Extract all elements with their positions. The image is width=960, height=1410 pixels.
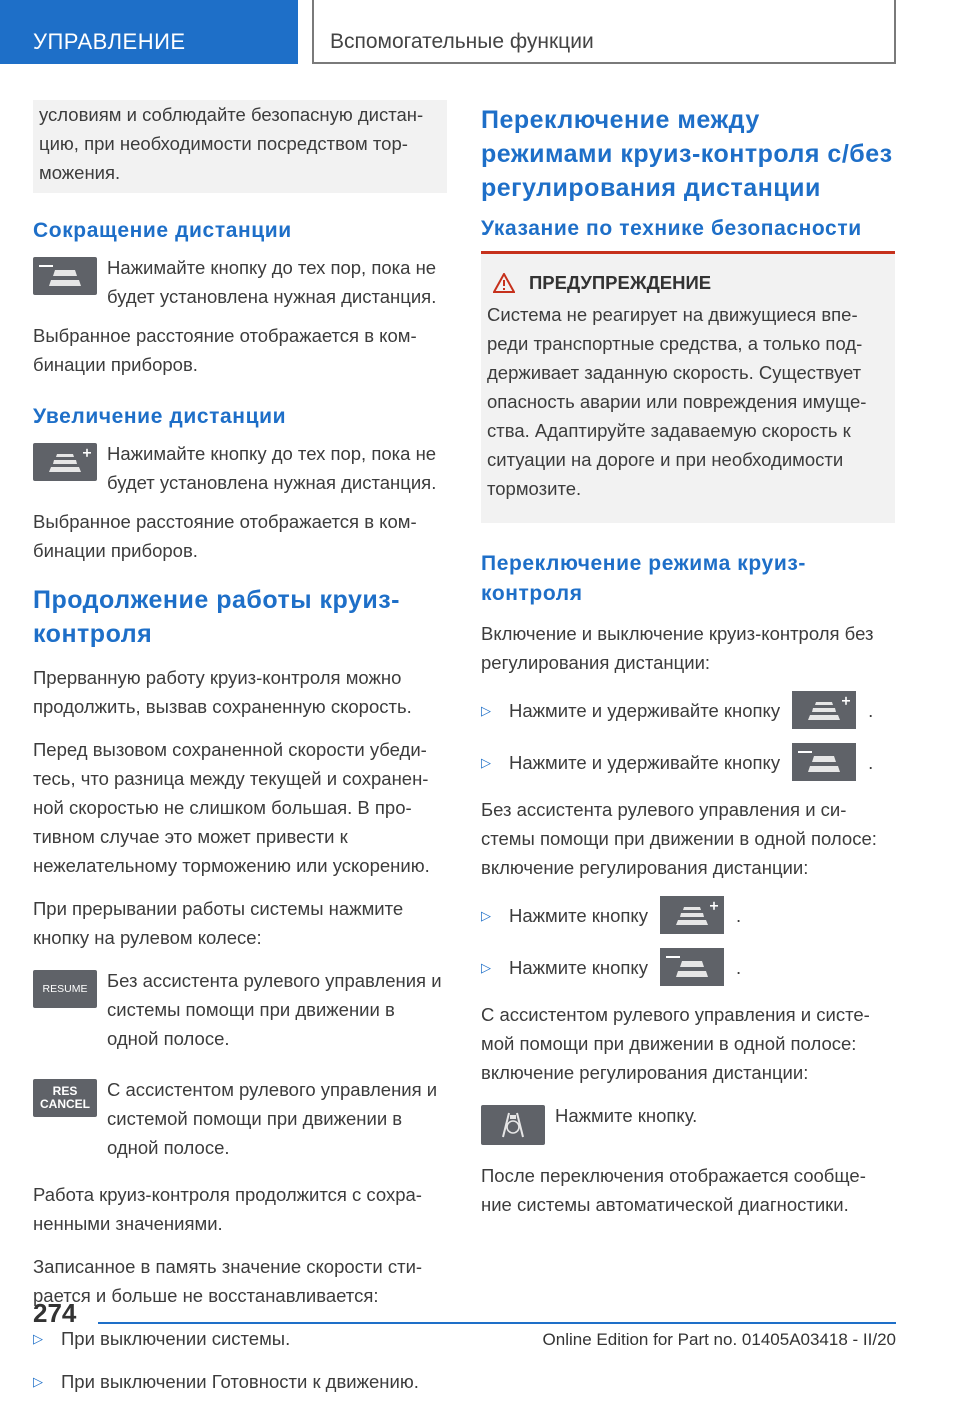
bullet-period: . xyxy=(868,751,874,773)
list-item xyxy=(33,1367,447,1396)
resume-para-3: При прерывании работы системы нажмите кнопку на рулевом колесе: xyxy=(33,898,404,948)
footer-divider xyxy=(98,1322,896,1324)
triangle-bullet-icon: ▷ xyxy=(481,702,491,718)
increase-distance-text: Нажимайте кнопку до тех пор, пока не будет установлена нужная дистанция. xyxy=(107,443,437,493)
bullet-period: . xyxy=(735,956,742,978)
without-assist-text: Без ассистента рулевого управления и си-стемы помощи при движении в одной полосе: включение регулирования дистанции: xyxy=(481,799,877,878)
res-label: RES xyxy=(52,1084,78,1098)
increase-distance-heading: Увеличение дистанции xyxy=(33,405,287,428)
list-item xyxy=(481,743,895,781)
triangle-bullet-icon: ▷ xyxy=(33,1331,43,1346)
cancel-label: CANCEL xyxy=(40,1097,90,1111)
left-column xyxy=(33,100,447,1410)
res-cancel-text: С ассистентом рулевого управления и системой помощи при движении в одной полосе. xyxy=(107,1079,438,1158)
list-item xyxy=(33,1324,447,1353)
distance-increase-button-icon xyxy=(792,691,856,729)
triangle-bullet-icon: ▷ xyxy=(33,1374,43,1389)
list-item xyxy=(481,948,895,986)
section-tab: УПРАВЛЕНИЕ xyxy=(0,0,298,64)
after-switch-text: После переключения отображается сообще-ние системы автоматической диагностики. xyxy=(481,1165,866,1215)
bullet-period: . xyxy=(735,904,742,926)
press-button-text: Нажмите кнопку. xyxy=(555,1105,698,1126)
with-assist-text: С ассистентом рулевого управления и систе-мой помощи при движении в одной полосе: включение регулирования дистанции: xyxy=(481,1004,870,1083)
resume-button-icon xyxy=(33,970,97,1008)
triangle-bullet-icon: ▷ xyxy=(481,754,491,770)
bullet-text: При выключении Готовности к движению. xyxy=(61,1371,419,1392)
warning-triangle-icon xyxy=(493,273,515,293)
resume-para-5: Записанное в память значение скорости сти-рается и больше не восстанавливается: xyxy=(33,1256,423,1306)
decrease-distance-note: Выбранное расстояние отображается в ком-бинации приборов. xyxy=(33,325,417,375)
resume-text: Без ассистента рулевого управления и системы помощи при движении в одной полосе. xyxy=(107,970,442,1049)
decrease-distance-text: Нажимайте кнопку до тех пор, пока не будет установлена нужная дистанция. xyxy=(107,257,437,307)
lane-assist-button-icon xyxy=(481,1105,545,1145)
warning-text: Система не реагирует на движущиеся впе-реди транспортные средства, а только под-держивает заданную скорость. Существует опасность аварии или повреждения имуще-ства. Адаптируйте задаваемую скорость к ситуации на дороге и при необходимости тормозите. xyxy=(487,304,867,499)
bullet-text: Нажмите и удерживайте кнопку xyxy=(509,751,781,773)
resume-cruise-heading: Продолжение работы круиз-контроля xyxy=(33,586,400,648)
distance-decrease-button-icon xyxy=(660,948,724,986)
decrease-distance-heading: Сокращение дистанции xyxy=(33,219,292,242)
intro-text: условиям и соблюдайте безопасную дистан-цию, при необходимости посредством тор-можения. xyxy=(39,104,424,183)
page-number: 274 xyxy=(33,1298,77,1328)
warning-box xyxy=(481,251,895,523)
resume-para-1: Прерванную работу круиз-контроля можно продолжить, вызвав сохраненную скорость. xyxy=(33,667,412,717)
bullet-text: Нажмите кнопку xyxy=(509,904,648,926)
list-item xyxy=(481,691,895,729)
resume-button-label: RESUME xyxy=(42,983,88,995)
warning-heading: ПРЕДУПРЕЖДЕНИЕ xyxy=(529,272,712,293)
res-cancel-button-icon xyxy=(33,1079,97,1117)
triangle-bullet-icon: ▷ xyxy=(481,907,491,923)
resume-para-4: Работа круиз-контроля продолжится с сохра-ненными значениями. xyxy=(33,1184,422,1234)
bullet-text: Нажмите и удерживайте кнопку xyxy=(509,699,781,721)
bullet-text: Нажмите кнопку xyxy=(509,956,648,978)
bullet-text: При выключении системы. xyxy=(61,1328,291,1349)
increase-distance-note: Выбранное расстояние отображается в ком-бинации приборов. xyxy=(33,511,417,561)
distance-increase-button-icon xyxy=(660,896,724,934)
chapter-title: Вспомогательные функции xyxy=(312,0,896,64)
distance-decrease-button-icon xyxy=(33,257,97,295)
switch-mode-heading: Переключение режима круиз-контроля xyxy=(481,552,806,605)
distance-increase-button-icon xyxy=(33,443,97,481)
switch-modes-heading: Переключение между режимами круиз-контроля с/без регулирования дистанции xyxy=(481,106,893,202)
right-column xyxy=(481,100,895,1233)
continued-note-box xyxy=(33,100,447,193)
triangle-bullet-icon: ▷ xyxy=(481,959,491,975)
list-item xyxy=(481,896,895,934)
safety-heading: Указание по технике безопасности xyxy=(481,217,862,240)
resume-para-2: Перед вызовом сохраненной скорости убеди-тесь, что разница между текущей и сохранен-ной скоростью не слишком большая. В про-тивном случае это может привести к нежелательному торможению или ускорению. xyxy=(33,739,430,876)
edition-text: Online Edition for Part no. 01405A03418 - II/20 xyxy=(542,1330,896,1349)
distance-decrease-button-icon xyxy=(792,743,856,781)
switch-intro: Включение и выключение круиз-контроля без регулирования дистанции: xyxy=(481,623,874,673)
bullet-period: . xyxy=(868,699,874,721)
